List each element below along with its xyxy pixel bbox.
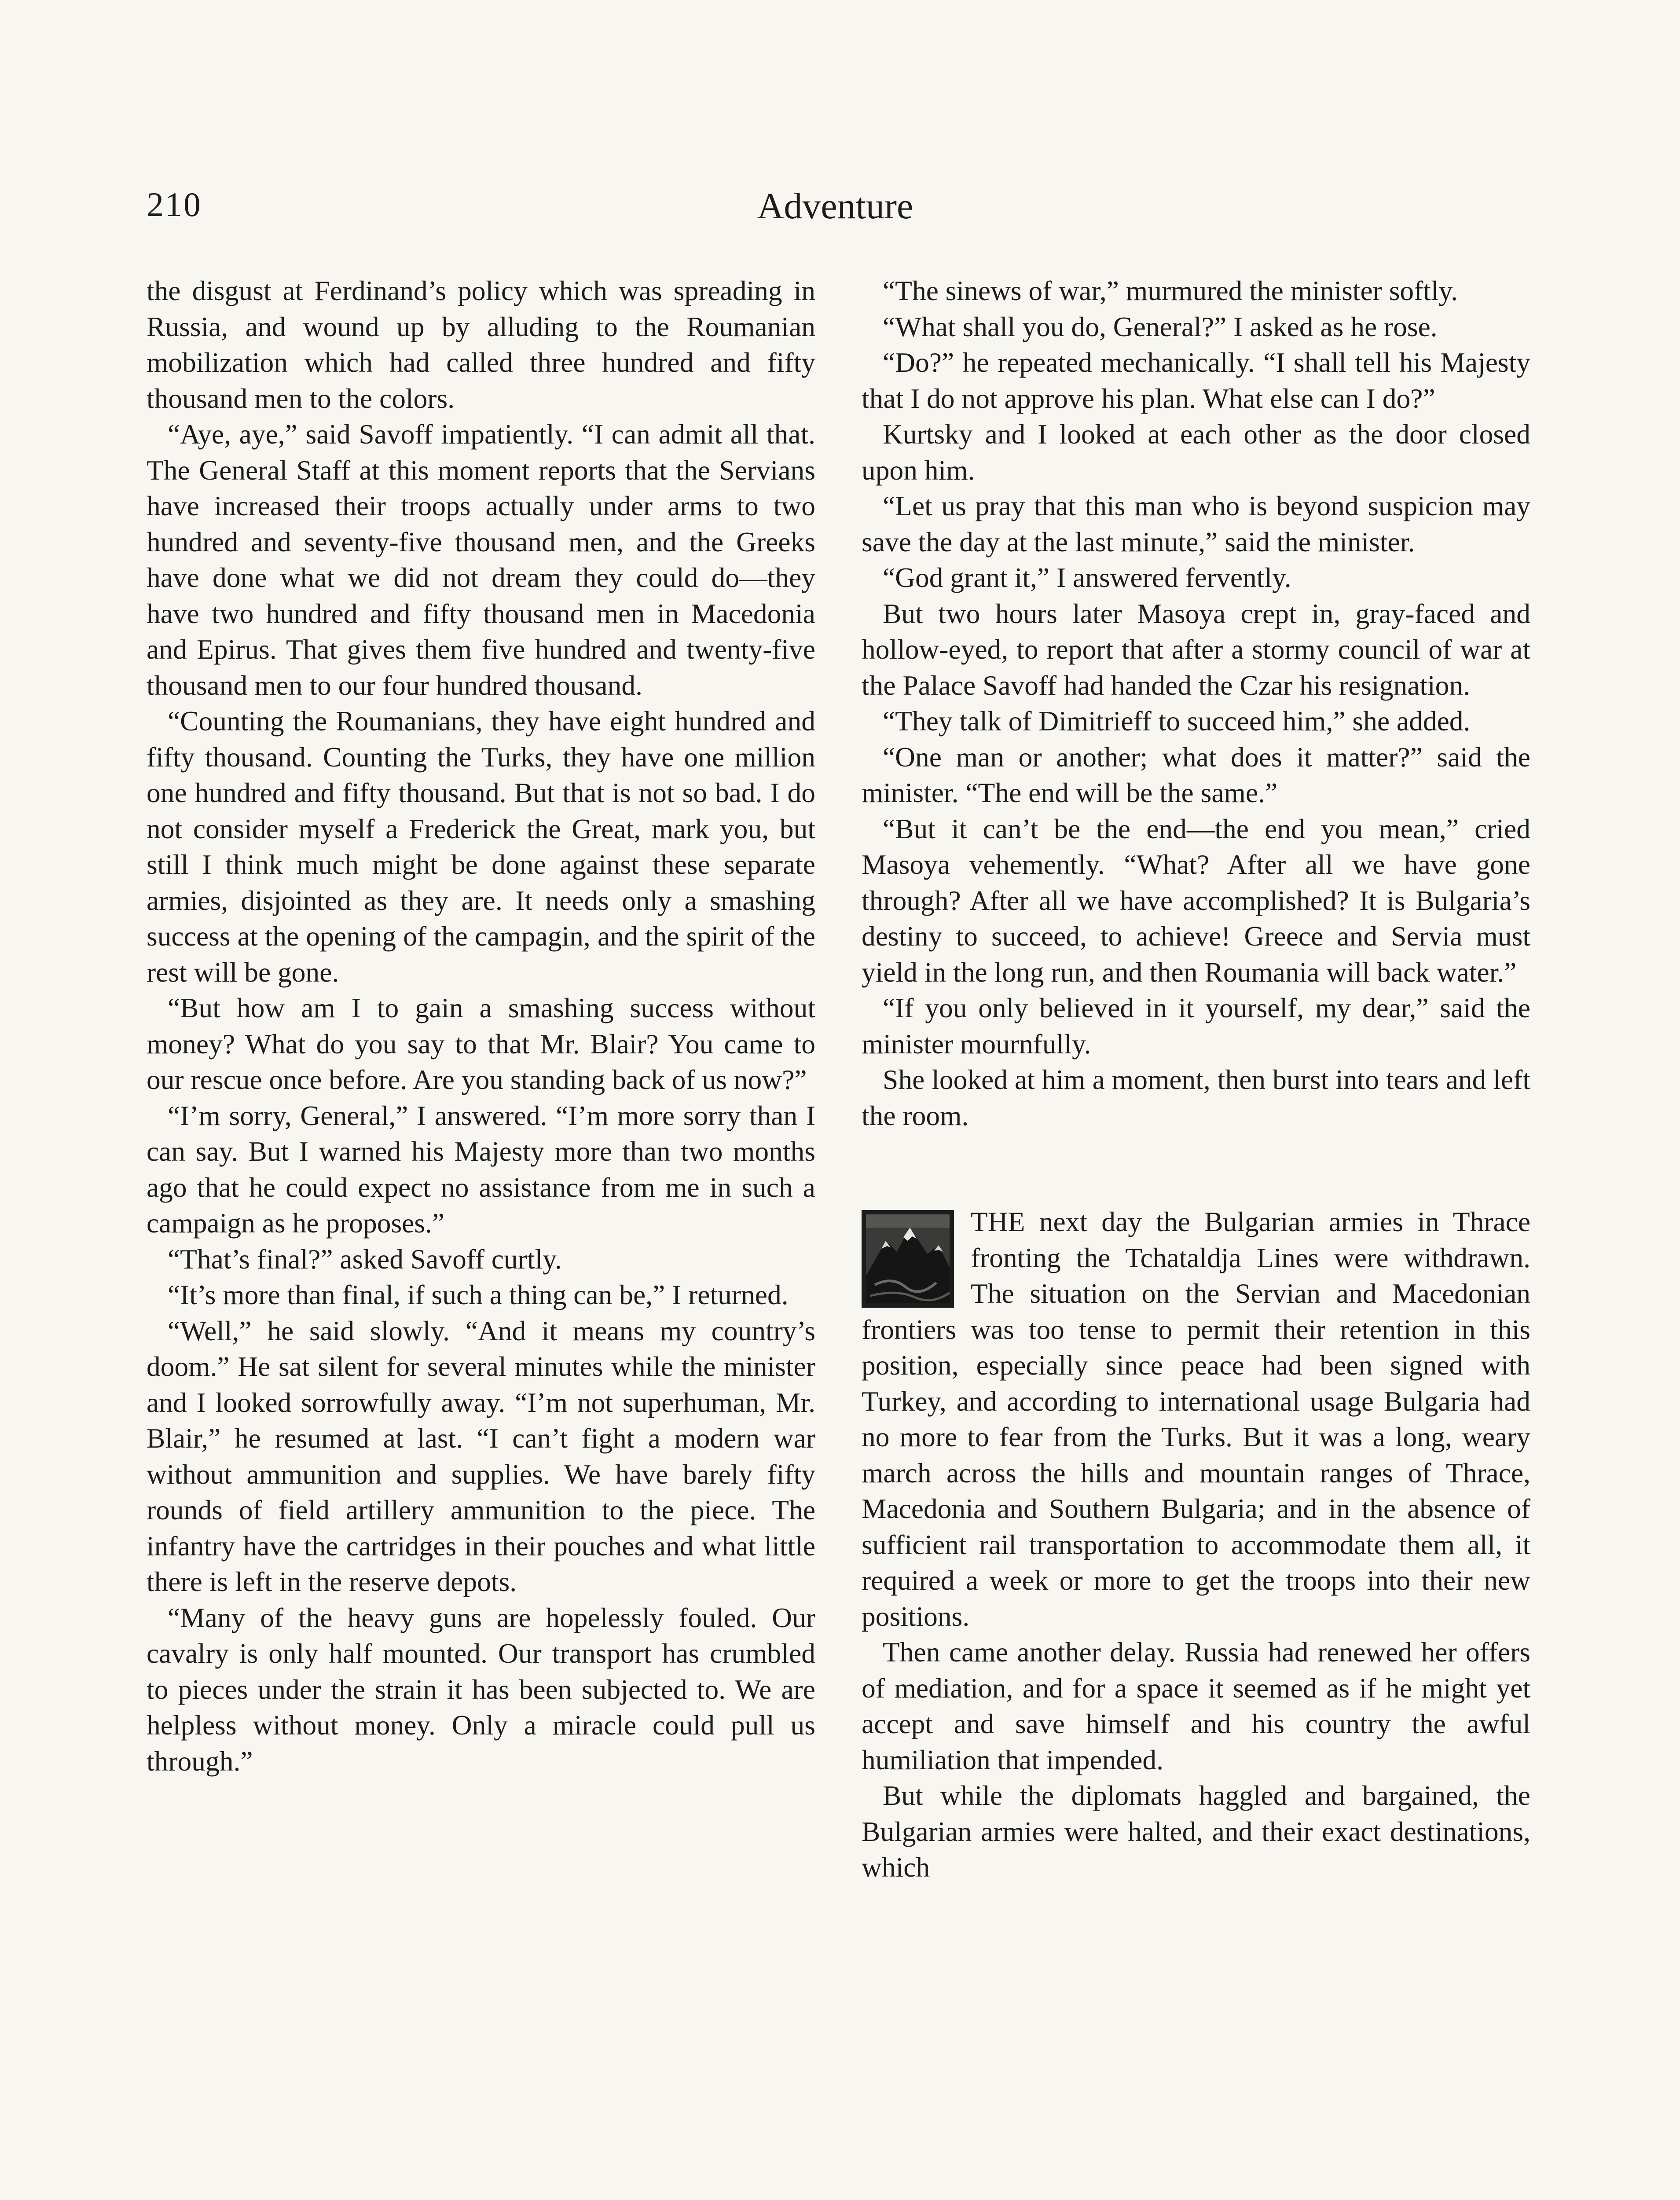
section-opening	[862, 1204, 1530, 1634]
page-header	[147, 185, 1524, 233]
paragraph: the disgust at Ferdinand’s policy which was spreading in Russia, and wound up by alluding to the Roumanian mobilization which had called three hundred and fifty thousand men to the colors.	[147, 275, 815, 414]
paragraph: Then came another delay. Russia had renewed her offers of mediation, and for a space it seemed as if he might yet accept and save himself and his country the awful humiliation that impended.	[862, 1636, 1530, 1775]
paragraph: “It’s more than final, if such a thing can be,” I returned.	[168, 1279, 789, 1310]
paragraph: “If you only believed in it yourself, my dear,” said the minister mournfully.	[862, 992, 1530, 1060]
paragraph: “Aye, aye,” said Savoff impatiently. “I can admit all that. The General Staff at this moment reports that the Servians have increased their troops actually under arms to two hundred and seventy-five thousand men, and the Greeks have done what we did not dream they could do—they have two hundred and fifty thousand men in Macedonia and Epirus. That gives them five hundred and twenty-five thousand men to our four hundred thousand.	[147, 418, 815, 701]
paragraph: “Many of the heavy guns are hopelessly fouled. Our cavalry is only half mounted. Our transport has crumbled to pieces under the strain it has been subjected to. We are helpless without money. Only a miracle could pull us through.”	[147, 1602, 815, 1777]
paragraph: “Let us pray that this man who is beyond suspicion may save the day at the last minute,” said the minister.	[862, 490, 1530, 557]
page-number: 210	[147, 185, 202, 224]
paragraph: “But how am I to gain a smashing success without money? What do you say to that Mr. Blair? You came to our rescue once before. Are you standing back of us now?”	[147, 992, 815, 1095]
section-break	[862, 1133, 1530, 1204]
paragraph: “That’s final?” asked Savoff curtly.	[168, 1243, 562, 1275]
paragraph: “Do?” he repeated mechanically. “I shall tell his Majesty that I do not approve his plan. What else can I do?”	[862, 347, 1530, 414]
paragraph: “The sinews of war,” murmured the minister softly.	[883, 275, 1458, 306]
paragraph: “Well,” he said slowly. “And it means my country’s doom.” He sat silent for several minutes while the minister and I looked sorrowfully away. “I’m not superhuman, Mr. Blair,” he resumed at last. “I can’t fight a modern war without ammunition and supplies. We have barely fifty rounds of field artillery ammunition to the piece. The infantry have the cartridges in their pouches and what little there is left in the reserve depots.	[147, 1315, 815, 1597]
paragraph: “But it can’t be the end—the end you mean,” cried Masoya vehemently. “What? After all we have gone through? After all we have accomplished? It is Bulgaria’s destiny to succeed, to achieve! Greece and Servia must yield in the long run, and then Roumania will back water.”	[862, 813, 1530, 988]
right-column	[862, 273, 1530, 1885]
paragraph: But while the diplomats haggled and bargained, the Bulgarian armies were halted, and their exact destinations, which	[862, 1780, 1530, 1883]
paragraph: Kurtsky and I looked at each other as the door closed upon him.	[862, 418, 1530, 486]
paragraph: She looked at him a moment, then burst into tears and left the room.	[862, 1064, 1530, 1131]
paragraph: “One man or another; what does it matter?” said the minister. “The end will be the same.”	[862, 741, 1530, 808]
paragraph: “God grant it,” I answered fervently.	[883, 562, 1291, 593]
left-column	[147, 273, 815, 1779]
paragraph: “They talk of Dimitrieff to succeed him,” she added.	[883, 705, 1471, 737]
paragraph: “Counting the Roumanians, they have eight hundred and fifty thousand. Counting the Turks, they have one million one hundred and fifty thousand. But that is not so bad. I do not consider myself a Frederick the Great, mark you, but still I think much might be done against these separate armies, disjointed as they are. It needs only a smashing success at the opening of the campagin, and the spirit of the rest will be gone.	[147, 705, 815, 988]
paragraph: “What shall you do, General?” I asked as he rose.	[883, 311, 1438, 342]
running-title: Adventure	[757, 186, 913, 227]
paragraph: But two hours later Masoya crept in, gray-faced and hollow-eyed, to report that after a stormy council of war at the Palace Savoff had handed the Czar his resignation.	[862, 598, 1530, 701]
section-opening-paragraph: THE next day the Bulgarian armies in Thrace fronting the Tchataldja Lines were withdrawn. The situation on the Servian and Macedonian frontiers was too tense to permit their retention in this position, especially since peace had been signed with Turkey, and according to international usage Bulgaria had no more to fear from the Turks. But it was a long, weary march across the hills and mountain ranges of Thrace, Macedonia and Southern Bulgaria; and in the absence of sufficient rail transportation to accommodate them all, it required a week or more to get the troops into their new positions.	[862, 1206, 1530, 1632]
paragraph: “I’m sorry, General,” I answered. “I’m more sorry than I can say. But I warned his Majesty more than two months ago that he could expect no assistance from me in such a campaign as he proposes.”	[147, 1100, 815, 1239]
decorative-mountain-illustration	[862, 1210, 954, 1308]
